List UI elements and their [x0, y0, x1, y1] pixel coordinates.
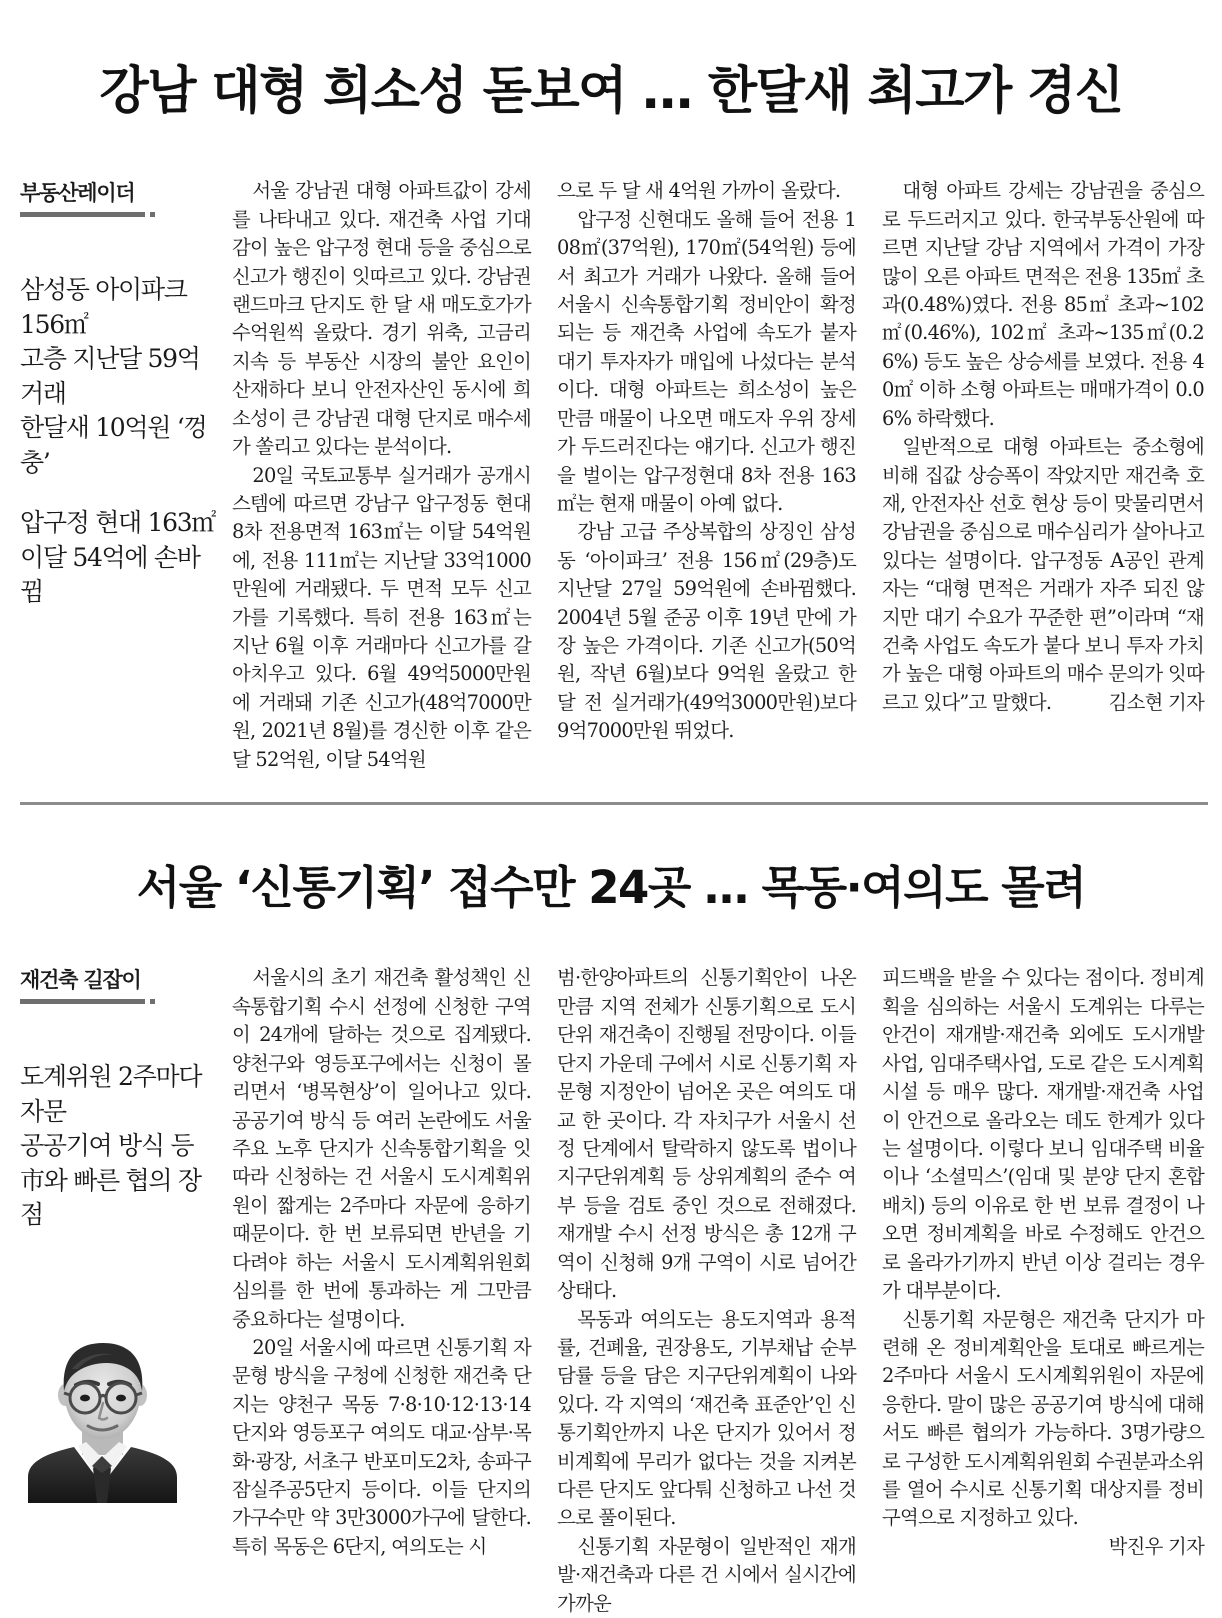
kicker-rule-bar	[20, 212, 145, 217]
body-paragraph: 범·한양아파트의 신통기획안이 나온 만큼 지역 전체가 신통기획으로 도시 단위 재건축이 진행될 전망이다. 이들 단지 가운데 구에서 시로 신통기획 자문형 지정안이 넘어온 곳은 여의도 대교 한 곳이다. 각 자치구가 서울시 선정 단계에서 탈락하지 않도록 법이나 지구단위계획 등 상위계획의 준수 여부 등을 검토 중인 것으로 전해졌다. 재개발 수시 선정 방식은 총 12개 구역이 신청해 9개 구역이 시로 넘어간 상태다.	[557, 966, 856, 1303]
article-2-subhead-1: 도계위원 2주마다 자문 공공기여 방식 등 市와 빠른 협의 장점	[20, 1062, 202, 1230]
article-2-columns	[232, 964, 1208, 1618]
article-1-column-1	[232, 177, 557, 774]
article-1-headline: 강남 대형 희소성 돋보여 … 한달새 최고가 경신	[99, 62, 1123, 122]
article-2	[0, 940, 1222, 1618]
article-1-subhead-2: 압구정 현대 163㎡ 이달 54억에 손바뀜	[20, 508, 216, 607]
body-paragraph: 목동과 여의도는 용도지역과 용적률, 건폐율, 권장용도, 기부채납 순부담률 등을 담은 지구단위계획이 나와 있다. 각 지역의 ‘재건축 표준안’인 신통기획안까지 나온 단지가 있어서 정비계획에 무리가 없다는 것을 지켜본 다른 단지도 앞다퉈 신청하고 나선 것으로 풀이된다.	[557, 1307, 856, 1530]
kicker-rule-dot	[150, 212, 155, 217]
body-paragraph: 20일 국토교통부 실거래가 공개시스템에 따르면 강남구 압구정동 현대 8차 전용면적 163㎡는 이달 54억원에, 전용 111㎡는 지난달 33억1000만원에 거래됐다. 두 면적 모두 신고가를 기록했다. 특히 전용 163㎡는 지난 6월 이후 거래마다 신고가를 갈아치우고 있다. 6월 49억5000만원에 거래돼 기존 신고가(48억7000만원, 2021년 8월)를 경신한 이후 같은 달 52억원, 이달 54억원	[232, 463, 531, 771]
article-2-kicker: 재건축 길잡이	[20, 968, 141, 993]
byline: 박진우 기자	[1090, 1534, 1204, 1558]
body-paragraph: 일반적으로 대형 아파트는 중소형에 비해 집값 상승폭이 작았지만 재건축 호재, 안전자산 선호 현상 등이 맞물리면서 강남권을 중심으로 매수심리가 살아나고 있다는 설명이다. 압구정동 A공인 관계자는 “대형 면적은 거래가 자주 되진 않지만 대기 수요가 꾸준한 편”이라며 “재건축 사업도 속도가 붙다 보니 투자 가치가 높은 대형 아파트의 매수 문의가 잇따르고 있다”고 말했다. 김소현 기자	[882, 433, 1204, 717]
body-paragraph: 대형 아파트 강세는 강남권을 중심으로 두드러지고 있다. 한국부동산원에 따르면 지난달 강남 지역에서 가격이 가장 많이 오른 아파트 면적은 전용 135㎡ 초과(0.48%)였다. 전용 85㎡ 초과~102㎡(0.46%), 102㎡ 초과~135㎡(0.26%) 등도 높은 상승세를 보였다. 전용 40㎡ 이하 소형 아파트는 매매가격이 0.06% 하락했다.	[882, 179, 1204, 430]
article-1-kicker: 부동산레이더	[20, 181, 135, 206]
article-1	[0, 151, 1222, 774]
body-paragraph: 신통기획 자문형이 일반적인 재개발·재건축과 다른 건 시에서 실시간에 가까운	[557, 1534, 856, 1615]
article-1-kicker-rule	[20, 212, 216, 217]
article-1-subhead-1: 삼성동 아이파크 156㎡ 고층 지난달 59억 거래 한달새 10억원 ‘껑충’	[20, 275, 207, 477]
body-paragraph: 20일 서울시에 따르면 신통기획 자문형 방식을 구청에 신청한 재건축 단지는 양천구 목동 7·8·10·12·13·14단지와 영등포구 여의도 대교·삼부·목화·광장, 서초구 반포미도2차, 송파구 잠실주공5단지 등이다. 이들 단지의 가구수만 약 3만3000가구에 달한다. 특히 목동은 6단지, 여의도는 시	[232, 1335, 531, 1558]
body-paragraph: 으로 두 달 새 4억원 가까이 올랐다.	[557, 179, 841, 203]
body-paragraph: 강남 고급 주상복합의 상징인 삼성동 ‘아이파크’ 전용 156㎡(29층)도 지난달 27일 59억원에 손바뀜했다. 2004년 5월 준공 이후 19년 만에 가장 높은 가격이다. 기존 신고가(50억원, 작년 6월)보다 9억원 올랐고 한 달 전 실거래가(49억3000만원)보다 9억7000만원 뛰었다.	[557, 520, 856, 743]
kicker-rule-bar	[20, 999, 145, 1004]
article-2-column-3	[882, 964, 1204, 1618]
body-paragraph: 피드백을 받을 수 있다는 점이다. 정비계획을 심의하는 서울시 도계위는 다루는 안건이 재개발·재건축 외에도 도시개발사업, 임대주택사업, 도로 같은 도시계획시설 등 매우 많다. 재개발·재건축 사업이 안건으로 올라오는 데도 한계가 있다는 설명이다. 이렇다 보니 임대주택 비율이나 ‘소셜믹스’(임대 및 분양 단지 혼합 배치) 등의 이유로 한 번 보류 결정이 나오면 정비계획을 바로 수정해도 안건으로 올라가기까지 반년 이상 걸리는 경우가 대부분이다.	[882, 966, 1204, 1303]
article-1-column-3	[882, 177, 1204, 774]
body-paragraph: 서울 강남권 대형 아파트값이 강세를 나타내고 있다. 재건축 사업 기대감이 높은 압구정 현대 등을 중심으로 신고가 행진이 잇따르고 있다. 강남권 랜드마크 단지도 한 달 새 매도호가가 수억원씩 올랐다. 경기 위축, 고금리 지속 등 부동산 시장의 불안 요인이 산재하다 보니 안전자산인 동시에 희소성이 큰 강남권 대형 단지로 매수세가 쏠리고 있다는 분석이다.	[232, 179, 531, 459]
kicker-rule-dot	[150, 999, 155, 1004]
body-paragraph: 압구정 신현대도 올해 들어 전용 108㎡(37억원), 170㎡(54억원) 등에서 최고가 거래가 나왔다. 올해 들어 서울시 신속통합기획 정비안이 확정되는 등 재건축 사업에 속도가 붙자 대기 투자자가 매입에 나섰다는 분석이다. 대형 아파트는 희소성이 높은 만큼 매물이 나오면 매도자 우위 장세가 두드러진다는 얘기다. 신고가 행진을 벌이는 압구정현대 8차 전용 163㎡는 현재 매물이 아예 없다.	[557, 207, 856, 515]
article-1-column-2	[557, 177, 882, 774]
body-paragraph: 신통기획 자문형은 재건축 단지가 마련해 온 정비계획안을 토대로 빠르게는 2주마다 서울시 도시계획위원이 자문에 응한다. 말이 많은 공공기여 방식에 대해서도 빠른 협의가 가능하다. 3명가량으로 구성한 도시계획위원회 수권분과소위를 열어 수시로 신통기획 대상지를 정비구역으로 지정하고 있다. 박진우 기자	[882, 1306, 1204, 1533]
article-2-column-1	[232, 964, 557, 1618]
byline: 김소현 기자	[1090, 690, 1204, 714]
body-paragraph: 서울시의 초기 재건축 활성책인 신속통합기획 수시 선정에 신청한 구역이 24개에 달하는 것으로 집계됐다. 양천구와 영등포구에서는 신청이 몰리면서 ‘병목현상’이 일어나고 있다. 공공기여 방식 등 여러 논란에도 서울 주요 노후 단지가 신속통합기획을 잇따라 신청하는 건 서울시 도시계획위원이 짧게는 2주마다 자문에 응하기 때문이다. 한 번 보류되면 반년을 기다려야 하는 서울시 도시계획위원회 심의를 한 번에 통과하는 게 그만큼 중요하다는 설명이다.	[232, 966, 531, 1331]
article-2-headline: 서울 ‘신통기획’ 접수만 24곳 … 목동·여의도 몰려	[136, 861, 1086, 915]
article-1-sidebar	[20, 177, 232, 610]
article-2-column-2	[557, 964, 882, 1618]
article-2-kicker-rule	[20, 999, 216, 1004]
article-2-sidebar	[20, 964, 232, 1503]
article-1-columns	[232, 177, 1208, 774]
reporter-portrait-photo	[20, 1325, 185, 1503]
section-divider	[20, 802, 1208, 805]
